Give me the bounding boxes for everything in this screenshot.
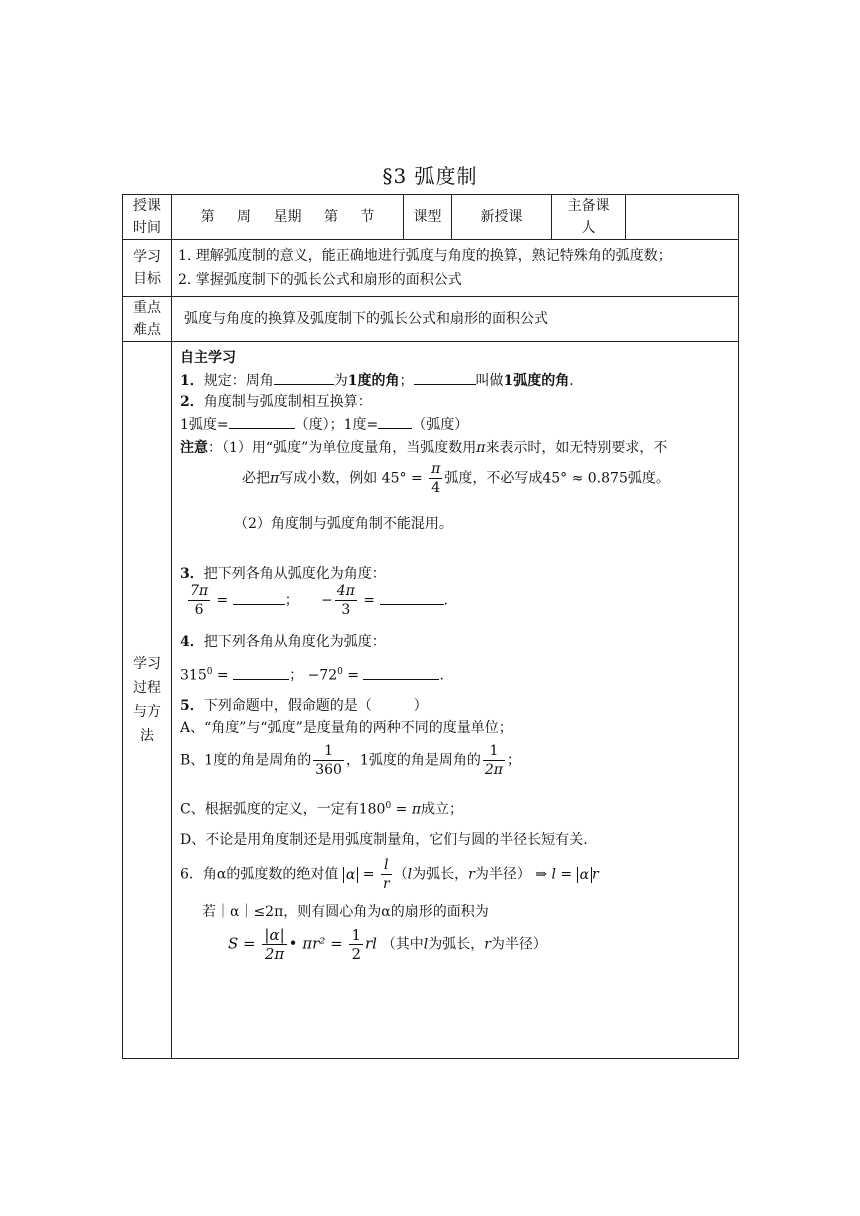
option-a: A、“角度”与“弧度”是度量角的两种不同的度量单位； <box>180 720 513 736</box>
focus-content: 弧度与角度的换算及弧度制下的弧长公式和扇形的面积公式 <box>172 297 739 342</box>
answer-blank[interactable] <box>378 414 412 429</box>
focus-row <box>123 297 739 342</box>
note-line-3: （2）角度制与弧度角制不能混用。 <box>234 516 453 532</box>
time-label: 授课时间 <box>123 195 172 240</box>
question-4: 4．把下列各角从角度化为弧度： <box>180 634 386 650</box>
goals-row <box>123 240 739 297</box>
preparer-value <box>626 195 739 240</box>
preparer-label: 主备课人 <box>552 195 626 240</box>
answer-blank[interactable] <box>233 665 289 680</box>
goal-item: 2. 掌握弧度制下的弧长公式和扇形的面积公式 <box>178 272 462 288</box>
answer-blank[interactable] <box>229 414 295 429</box>
focus-label: 重点难点 <box>123 297 172 342</box>
process-row <box>123 342 739 1059</box>
question-1: 1．规定：周角 为1度的角； 叫做1弧度的角. <box>180 370 574 391</box>
option-c: C、根据弧度的定义，一定有$180^0 = \pi$成立； <box>180 801 464 818</box>
lesson-table <box>122 194 739 1059</box>
answer-blank[interactable] <box>414 370 476 385</box>
type-value: 新授课 <box>452 195 552 240</box>
formula-sector: S = $\frac{|\alpha|}{2\pi}$ • πr² = $\frac{1}{2}$ rl （其中l为弧长，r为半径） <box>228 926 547 963</box>
option-b: B、1度的角是周角的 $\frac{1}{360}$ ，1弧度的角是周角的 $\frac{1}{2\pi}$ ； <box>180 743 521 778</box>
section-heading: 自主学习 <box>180 350 236 366</box>
process-label: 学习过程与方法 <box>123 342 172 1059</box>
note-line-1: 注意：（1）用“弧度”为单位度量角，当弧度数用π来表示时，如无特别要求，不 <box>180 440 668 456</box>
answer-blank[interactable] <box>274 370 334 385</box>
goals-label: 学习目标 <box>123 240 172 297</box>
process-content <box>172 342 739 1059</box>
fraction: $\frac{\pi}{4}$ <box>431 461 441 496</box>
question-3: 3．把下列各角从弧度化为角度： <box>180 566 386 582</box>
answer-blank[interactable] <box>233 590 285 605</box>
question-5: 5．下列命题中，假命题的是（ ） <box>180 698 428 714</box>
question-2: 2．角度制与弧度制相互换算： <box>180 394 372 410</box>
answer-blank[interactable] <box>363 665 439 680</box>
question-4-items: $315^0$ = ； $-72^0$ = . <box>180 662 444 686</box>
conversion-line: 1弧度= （度）；1度= （弧度） <box>180 414 468 435</box>
question-3-items: $\frac{7\pi}{6}$ = ； − $\frac{4\pi}{3}$ = . <box>190 583 448 618</box>
goals-content <box>172 240 739 297</box>
sector-intro: 若｜α｜≤2π，则有圆心角为α的扇形的面积为 <box>202 904 489 920</box>
page-title: §3 弧度制 <box>382 164 478 188</box>
note-line-2: 必把π写成小数，例如 45° = $\frac{\pi}{4}$ 弧度，不必写成45° ≈ 0.875弧度。 <box>242 461 670 496</box>
option-d: D、不论是用角度制还是用弧度制量角，它们与圆的半径长短有关. <box>180 832 588 848</box>
type-label: 课型 <box>404 195 452 240</box>
answer-blank[interactable] <box>380 590 444 605</box>
header-row <box>123 195 739 240</box>
formula-arc: 6．角α的弧度数的绝对值 α = $\frac{l}{r}$ （l为弧长，r为半径） ⇒ l = α r <box>180 857 599 892</box>
goal-item: 1. 理解弧度制的意义，能正确地进行弧度与角度的换算，熟记特殊角的弧度数； <box>178 248 672 264</box>
schedule-field: 第 周 星期 第 节 <box>172 195 404 240</box>
